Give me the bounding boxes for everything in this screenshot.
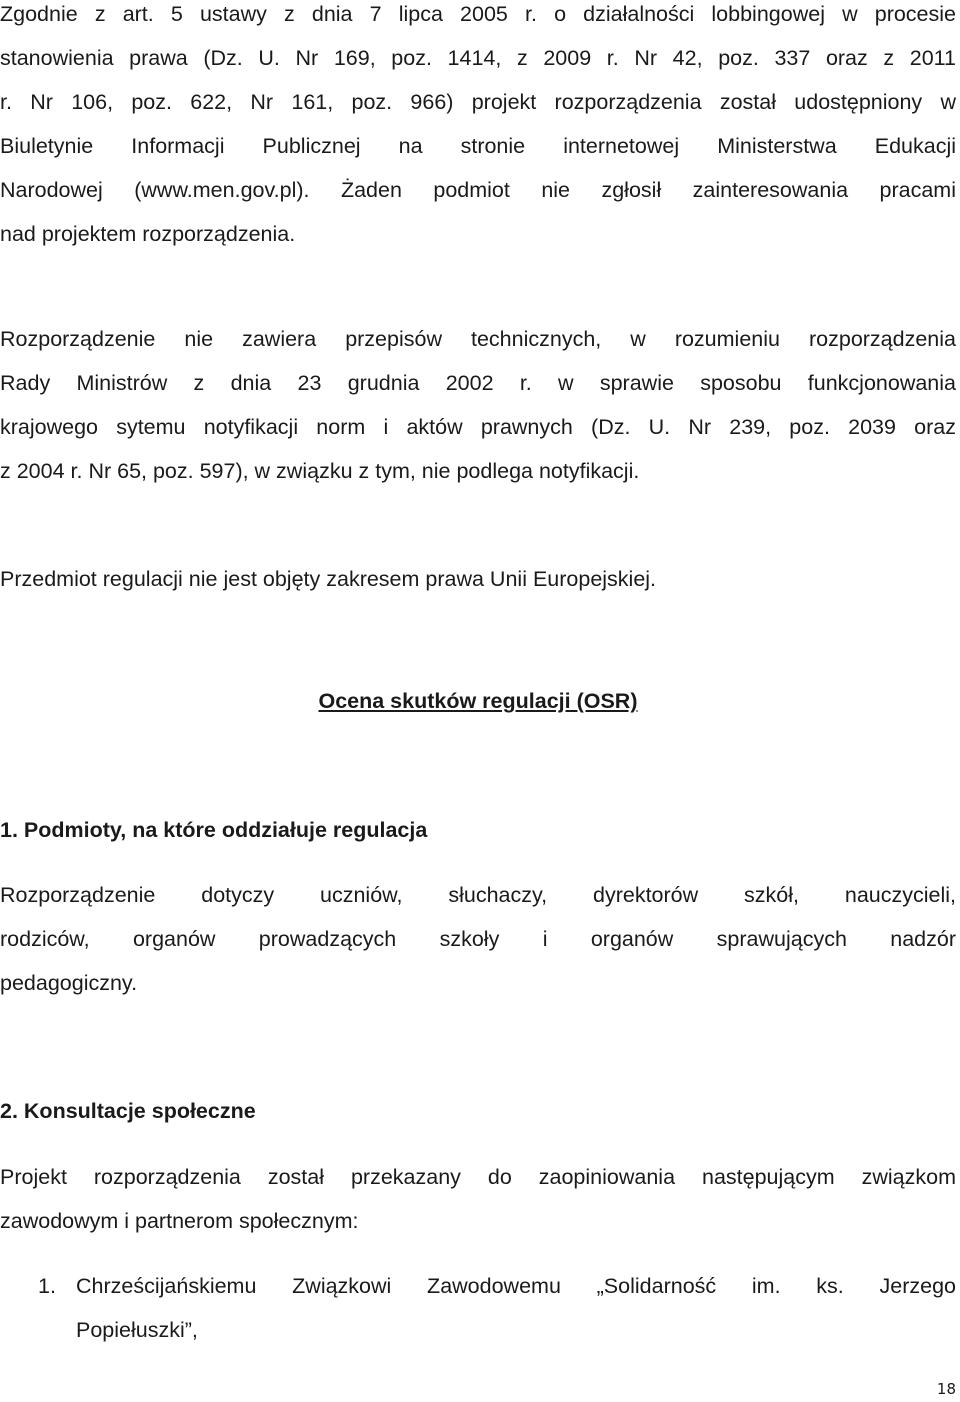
consultation-partners-list [0, 1264, 956, 1352]
paragraph-line: Biuletynie Informacji Publicznej na stronie internetowej Ministerstwa Edukacji [0, 134, 956, 158]
list-item [0, 1264, 956, 1352]
paragraph-line: Rozporządzenie nie zawiera przepisów technicznych, w rozumieniu rozporządzenia [0, 327, 956, 351]
paragraph-line: rodziców, organów prowadzących szkoły i organów sprawujących nadzór [0, 927, 956, 951]
list-item-line: Popiełuszki”, [76, 1318, 198, 1342]
list-item-line: Chrześcijańskiemu Związkowi Zawodowemu „Solidarność im. ks. Jerzego [76, 1274, 956, 1298]
paragraph-line: Rozporządzenie dotyczy uczniów, słuchaczy, dyrektorów szkół, nauczycieli, [0, 883, 956, 907]
paragraph-line: Projekt rozporządzenia został przekazany do zaopiniowania następującym związkom [0, 1165, 956, 1189]
paragraph-affected-entities [0, 873, 956, 1005]
paragraph-line: Zgodnie z art. 5 ustawy z dnia 7 lipca 2005 r. o działalności lobbingowej w procesie [0, 2, 956, 26]
paragraph-technical-rules [0, 317, 956, 493]
paragraph-line: pedagogiczny. [0, 971, 138, 995]
paragraph-line: nad projektem rozporządzenia. [0, 222, 296, 246]
list-item-number: 1. [38, 1274, 56, 1298]
osr-heading: Ocena skutków regulacji (OSR) [318, 689, 638, 713]
paragraph-eu-law [0, 557, 956, 601]
paragraph-line: krajowego sytemu notyfikacji norm i aktów prawnych (Dz. U. Nr 239, poz. 2039 oraz [0, 415, 956, 439]
paragraph-line: Rady Ministrów z dnia 23 grudnia 2002 r. w sprawie sposobu funkcjonowania [0, 371, 956, 395]
paragraph-line: zawodowym i partnerom społecznym: [0, 1209, 359, 1233]
paragraph-line: Przedmiot regulacji nie jest objęty zakresem prawa Unii Europejskiej. [0, 567, 657, 591]
paragraph-lobbying [0, 0, 956, 256]
paragraph-line: z 2004 r. Nr 65, poz. 597), w związku z tym, nie podlega notyfikacji. [0, 459, 640, 483]
section-heading-consultations: 2. Konsultacje społeczne [0, 1099, 256, 1123]
paragraph-line: Narodowej (www.men.gov.pl). Żaden podmiot nie zgłosił zainteresowania pracami [0, 178, 956, 202]
section-heading-affected-entities: 1. Podmioty, na które oddziałuje regulacja [0, 818, 428, 842]
paragraph-line: stanowienia prawa (Dz. U. Nr 169, poz. 1414, z 2009 r. Nr 42, poz. 337 oraz z 2011 [0, 46, 956, 70]
page-number: 18 [936, 1380, 956, 1398]
list-item-text [76, 1264, 956, 1352]
paragraph-consultations [0, 1155, 956, 1243]
paragraph-line: r. Nr 106, poz. 622, Nr 161, poz. 966) projekt rozporządzenia został udostępniony w [0, 90, 956, 114]
